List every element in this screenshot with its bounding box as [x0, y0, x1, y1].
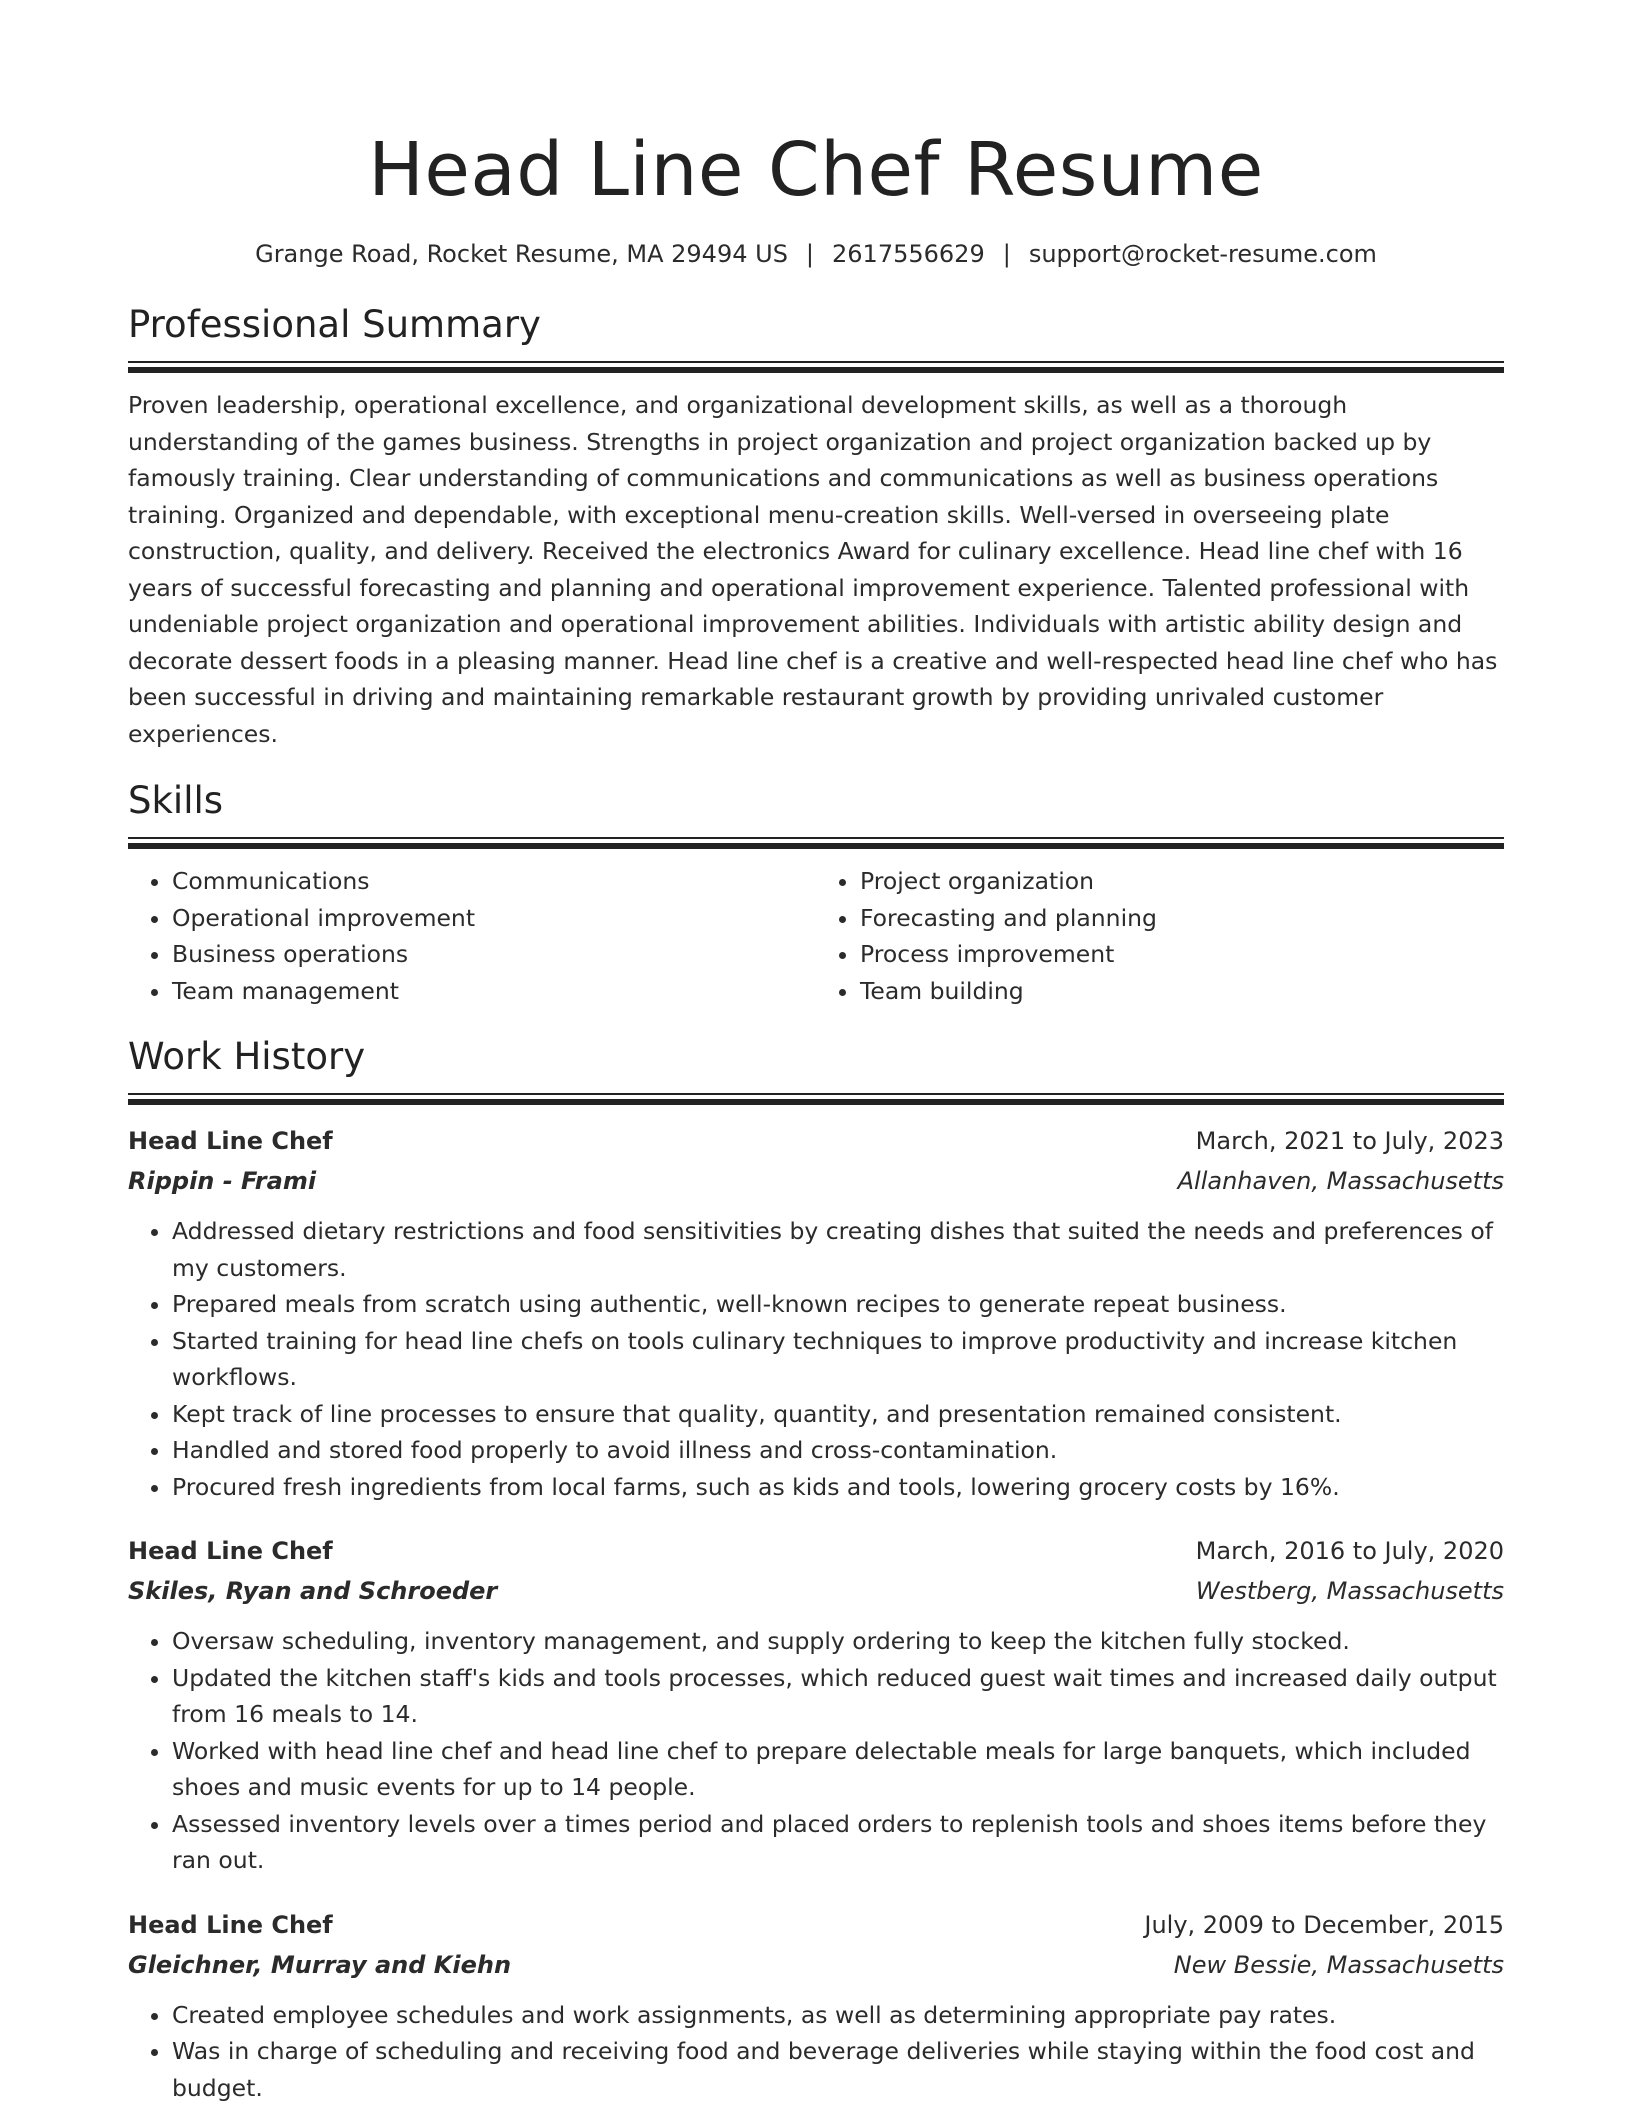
job-company: Gleichner, Murray and Kiehn	[128, 1950, 512, 1979]
section-title-summary: Professional Summary	[128, 303, 541, 346]
contact-email: support@rocket-resume.com	[1028, 240, 1377, 268]
section-divider	[128, 361, 1504, 373]
job-subheader	[128, 1571, 1504, 1611]
job-location: Westberg, Massachusetts	[1195, 1577, 1504, 1605]
job-bullet: • Addressed dietary restrictions and food sensitivities by creating dishes that suited the needs and preferences of my customers.	[172, 1213, 1504, 1286]
job-bullet: • Kept track of line processes to ensure that quality, quantity, and presentation remained consistent.	[172, 1396, 1504, 1433]
job-location: New Bessie, Massachusetts	[1173, 1950, 1504, 1979]
skill-item: • Process improvement	[860, 936, 1504, 973]
section-title-work-history: Work History	[128, 1035, 366, 1078]
job-bullet: • Prepared meals from scratch using authentic, well-known recipes to generate repeat business.	[172, 1286, 1504, 1323]
job-subheader	[128, 1161, 1504, 1201]
job-bullet: • Handled and stored food properly to avoid illness and cross-contamination.	[172, 1432, 1504, 1469]
job-entry	[128, 1121, 1504, 1505]
job-header	[128, 1905, 1504, 1945]
job-title: Head Line Chef	[128, 1127, 333, 1155]
skill-item: • Communications	[172, 863, 816, 900]
job-bullet: • Was in charge of scheduling and receiving food and beverage deliveries while staying within the food cost and budget.	[172, 2033, 1504, 2106]
skill-item: • Forecasting and planning	[860, 900, 1504, 937]
summary-text: Proven leadership, operational excellence, and organizational development skills, as well as a thorough understanding of the games business. Strengths in project organization and project organization backed up by famously training. Clear understanding of communications and communications as well as business operations training. Organized and dependable, with exceptional menu-creation skills. Well-versed in overseeing plate construction, quality, and delivery. Received the electronics Award for culinary excellence. Head line chef with 16 years of successful forecasting and planning and operational improvement experience. Talented professional with undeniable project organization and operational improvement abilities. Individuals with artistic ability design and decorate dessert foods in a pleasing manner. Head line chef is a creative and well-respected head line chef who has been successful in driving and maintaining remarkable restaurant growth by providing unrivaled customer experiences.	[128, 391, 1498, 748]
job-bullet: • Procured fresh ingredients from local farms, such as kids and tools, lowering grocery costs by 16%.	[172, 1469, 1504, 1506]
skill-item: • Business operations	[172, 936, 816, 973]
contact-separator: |	[1002, 240, 1011, 268]
job-title: Head Line Chef	[128, 1537, 333, 1565]
job-subheader	[128, 1945, 1504, 1985]
job-location: Allanhaven, Massachusetts	[1177, 1167, 1504, 1195]
job-bullet: • Oversaw scheduling, inventory management, and supply ordering to keep the kitchen fully stocked.	[172, 1623, 1504, 1660]
job-header	[128, 1121, 1504, 1161]
job-bullets	[128, 1213, 1504, 1505]
skill-item: • Operational improvement	[172, 900, 816, 937]
job-entry	[128, 1905, 1504, 2107]
section-divider	[128, 1093, 1504, 1105]
job-bullets	[128, 1997, 1504, 2107]
skills-list	[128, 863, 1504, 1009]
work-history-section	[128, 1035, 1504, 2106]
job-company: Rippin - Frami	[128, 1167, 317, 1195]
resume-title: Head Line Chef Resume	[368, 127, 1264, 213]
skill-item: • Team building	[860, 973, 1504, 1010]
job-title: Head Line Chef	[128, 1910, 333, 1939]
job-header	[128, 1531, 1504, 1571]
contact-separator: |	[805, 240, 815, 268]
job-company: Skiles, Ryan and Schroeder	[128, 1577, 498, 1605]
job-entry	[128, 1531, 1504, 1879]
skills-section	[128, 779, 1504, 1009]
job-bullet: • Created employee schedules and work assignments, as well as determining appropriate pay rates.	[172, 1997, 1504, 2034]
job-dates: March, 2021 to July, 2023	[1195, 1127, 1504, 1155]
skill-item: • Team management	[172, 973, 816, 1010]
job-bullet: • Started training for head line chefs on tools culinary techniques to improve productivity and increase kitchen workflows.	[172, 1323, 1504, 1396]
contact-phone: 2617556629	[832, 240, 985, 268]
job-dates: July, 2009 to December, 2015	[1144, 1910, 1504, 1939]
skill-item: • Project organization	[860, 863, 1504, 900]
section-divider	[128, 837, 1504, 849]
job-bullet: • Updated the kitchen staff's kids and tools processes, which reduced guest wait times and increased daily output from 16 meals to 14.	[172, 1660, 1504, 1733]
skills-column-left	[128, 863, 816, 1009]
contact-line	[128, 238, 1504, 270]
job-bullets	[128, 1623, 1504, 1879]
summary-section	[128, 303, 1504, 752]
job-bullet: • Assessed inventory levels over a times period and placed orders to replenish tools and shoes items before they ran out.	[172, 1806, 1504, 1879]
section-title-skills: Skills	[128, 779, 224, 822]
job-bullet: • Worked with head line chef and head line chef to prepare delectable meals for large banquets, which included shoes and music events for up to 14 people.	[172, 1733, 1504, 1806]
skills-column-right	[816, 863, 1504, 1009]
job-dates: March, 2016 to July, 2020	[1195, 1537, 1504, 1565]
contact-address: Grange Road, Rocket Resume, MA 29494 US	[255, 240, 788, 268]
